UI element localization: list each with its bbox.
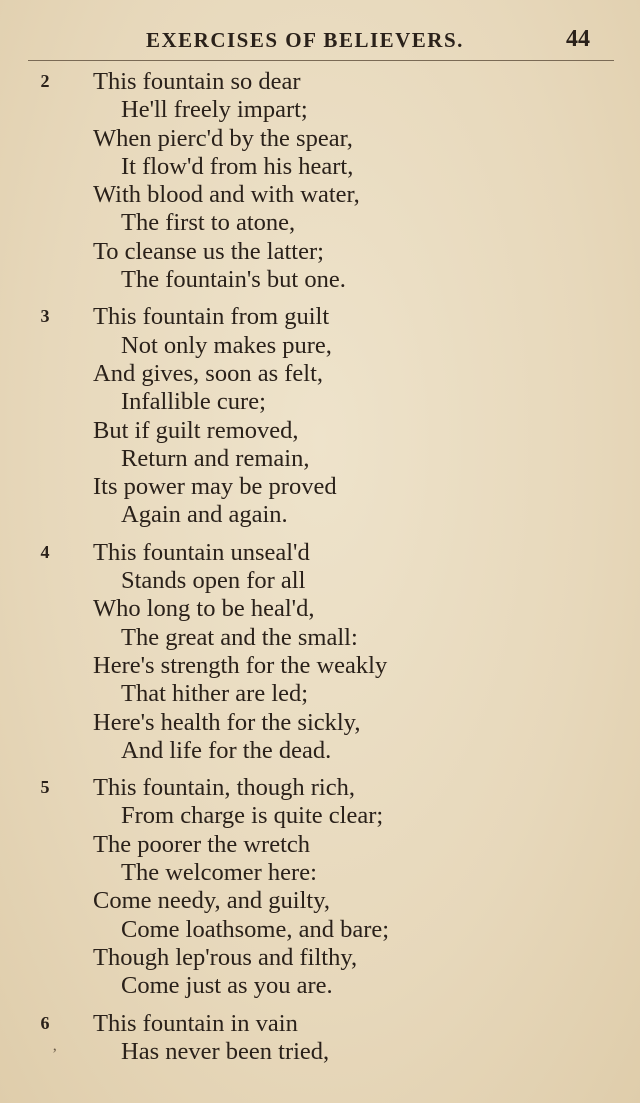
verse-line: The first to atone, bbox=[121, 209, 296, 237]
page-header bbox=[0, 24, 640, 60]
verse-line: When pierc'd by the spear, bbox=[93, 124, 353, 152]
verse-line: The great and the small: bbox=[121, 623, 358, 651]
stanza-number: 4 bbox=[40, 541, 50, 562]
running-title: EXERCISES OF BELIEVERS. bbox=[146, 28, 464, 52]
hymn-stanzas bbox=[0, 68, 640, 1075]
verse-line: Come just as you are. bbox=[121, 972, 333, 1000]
verse-line: Infallible cure; bbox=[121, 388, 266, 416]
verse-line: This fountain in vain bbox=[93, 1009, 298, 1037]
page-number: 44 bbox=[566, 26, 590, 52]
verse-line: Has never been tried, bbox=[121, 1037, 330, 1065]
verse-line: The poorer the wretch bbox=[93, 830, 310, 858]
verse-line: But if guilt removed, bbox=[93, 416, 299, 444]
verse-line: Though lep'rous and filthy, bbox=[93, 943, 358, 971]
stanza-4 bbox=[0, 539, 640, 765]
verse-line: Here's strength for the weakly bbox=[93, 651, 388, 679]
verse-line: That hither are led; bbox=[121, 680, 309, 708]
verse-line: The fountain's but one. bbox=[121, 266, 346, 294]
verse-line: Here's health for the sickly, bbox=[93, 708, 361, 736]
verse-line: This fountain from guilt bbox=[93, 303, 330, 331]
stanza-number: 2 bbox=[40, 71, 50, 91]
stanza-2 bbox=[0, 68, 640, 294]
verse-line: From charge is quite clear; bbox=[121, 802, 384, 830]
stanza-number: 6 bbox=[40, 1012, 50, 1033]
verse-line: Come needy, and guilty, bbox=[93, 887, 331, 915]
verse-line: It flow'd from his heart, bbox=[121, 152, 354, 180]
verse-line: Not only makes pure, bbox=[121, 331, 332, 359]
stanza-3 bbox=[0, 303, 640, 529]
verse-line: He'll freely impart; bbox=[121, 96, 308, 124]
printer-mark: ’ bbox=[52, 1046, 58, 1063]
stanza-number: 5 bbox=[40, 777, 50, 798]
verse-line: This fountain unseal'd bbox=[93, 538, 310, 566]
stanza-number: 3 bbox=[40, 306, 50, 327]
verse-line: This fountain so dear bbox=[93, 68, 301, 95]
verse-line: Return and remain, bbox=[121, 444, 310, 472]
header-rule bbox=[28, 60, 614, 61]
verse-line: This fountain, though rich, bbox=[93, 774, 355, 802]
stanza-5 bbox=[0, 774, 640, 1000]
verse-line: The welcomer here: bbox=[121, 859, 317, 887]
verse-line: Again and again. bbox=[121, 501, 288, 529]
verse-line: With blood and with water, bbox=[93, 181, 360, 209]
stanza-6 bbox=[0, 1010, 640, 1067]
verse-line: Stands open for all bbox=[121, 567, 306, 595]
verse-line: Come loathsome, and bare; bbox=[121, 915, 390, 943]
verse-line: And gives, soon as felt, bbox=[93, 359, 323, 387]
verse-line: Who long to be heal'd, bbox=[93, 595, 315, 623]
verse-line: And life for the dead. bbox=[121, 736, 332, 764]
verse-line: To cleanse us the latter; bbox=[93, 237, 324, 265]
verse-line: Its power may be proved bbox=[93, 473, 337, 501]
